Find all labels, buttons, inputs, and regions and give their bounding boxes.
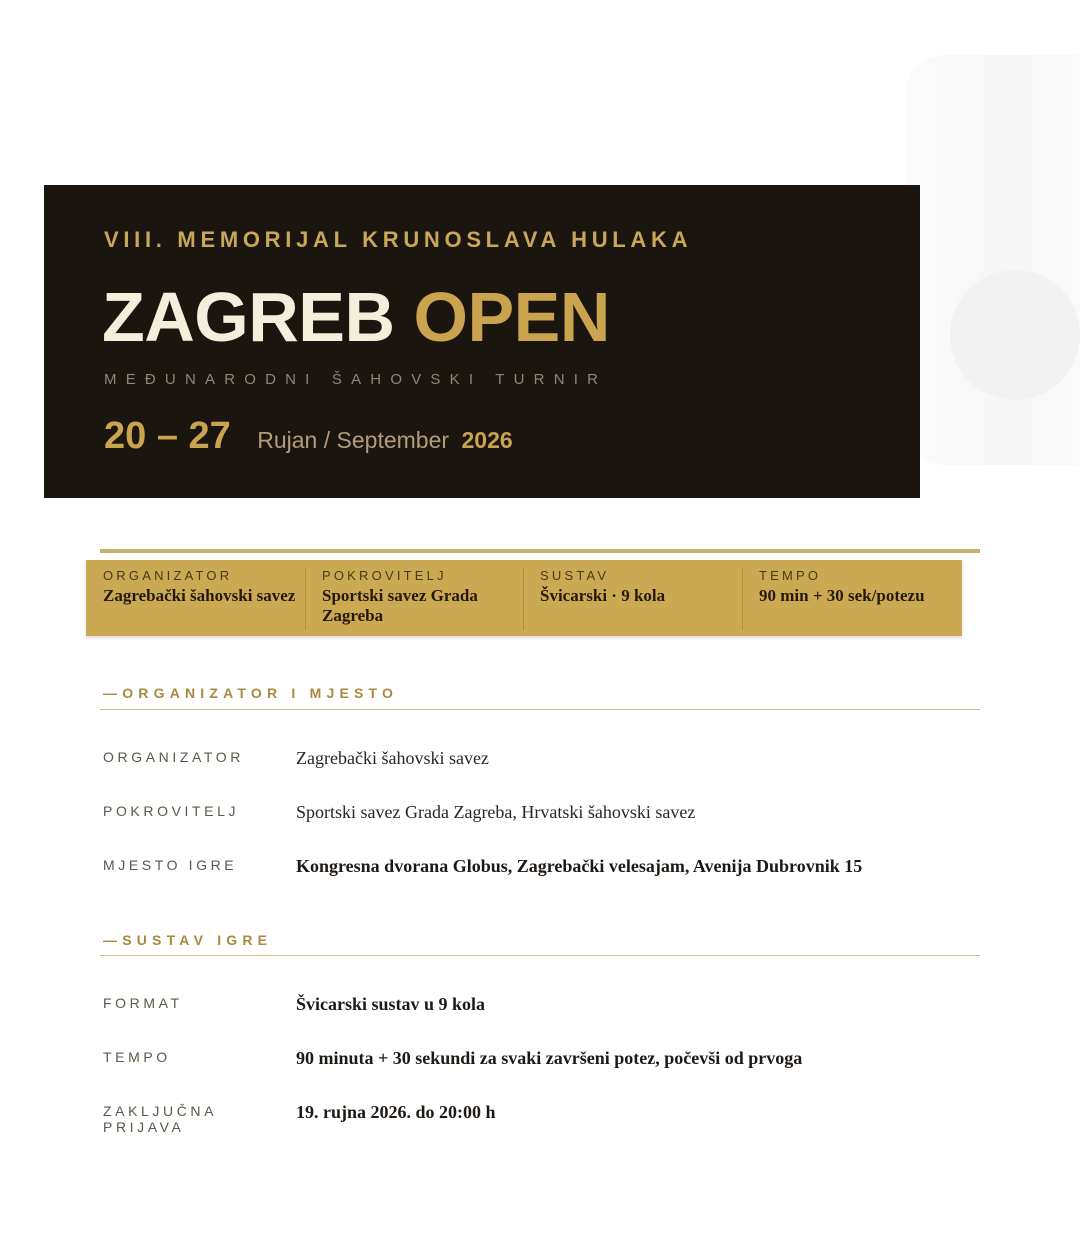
info-value: Zagrebački šahovski savez <box>103 586 296 605</box>
info-value: Švicarski · 9 kola <box>540 586 666 605</box>
row-label-line: PRIJAVA <box>103 1119 185 1135</box>
info-value: Sportski savez Grada Zagreba <box>322 586 478 625</box>
title-accent: OPEN <box>413 278 610 356</box>
date-range: 20 – 27 <box>104 415 231 457</box>
info-bar <box>86 560 962 636</box>
row-label: POKROVITELJ <box>103 803 240 819</box>
row-label: ORGANIZATOR <box>103 749 244 765</box>
info-divider <box>523 568 524 630</box>
row-label: MJESTO IGRE <box>103 857 238 873</box>
info-label: ORGANIZATOR <box>103 568 233 583</box>
info-label: POKROVITELJ <box>322 568 447 583</box>
info-organizer <box>103 568 303 606</box>
row-value: Švicarski sustav u 9 kola <box>296 994 486 1014</box>
row-label: TEMPO <box>103 1049 171 1065</box>
row-label <box>103 1103 217 1135</box>
info-divider <box>742 568 743 630</box>
row-value: Kongresna dvorana Globus, Zagrebački velesajam, Avenija Dubrovnik 15 <box>296 856 863 876</box>
date-month: Rujan / September <box>257 427 450 453</box>
info-divider <box>305 568 306 630</box>
row-label-line: ZAKLJUČNA <box>103 1103 218 1119</box>
info-tempo <box>759 568 959 606</box>
row-value: Zagrebački šahovski savez <box>296 748 489 768</box>
info-sponsor <box>322 568 522 626</box>
row-value: 19. rujna 2026. do 20:00 h <box>296 1102 496 1122</box>
event-kicker: VIII. MEMORIJAL KRUNOSLAVA HULAKA <box>104 227 693 252</box>
info-value: 90 min + 30 sek/potezu <box>759 586 925 605</box>
date-year: 2026 <box>461 427 513 453</box>
event-dates <box>104 415 513 458</box>
info-system <box>540 568 740 606</box>
row-label: FORMAT <box>103 995 183 1011</box>
gold-divider <box>100 549 980 553</box>
event-subtitle: MEĐUNARODNI ŠAHOVSKI TURNIR <box>104 371 608 388</box>
hero-banner <box>44 185 920 498</box>
faded-logo-watermark <box>905 55 1080 465</box>
row-value: Sportski savez Grada Zagreba, Hrvatski šahovski savez <box>296 802 696 822</box>
section-heading-organizer: —ORGANIZATOR I MJESTO <box>103 685 399 701</box>
info-label: TEMPO <box>759 568 822 583</box>
event-title <box>102 277 610 357</box>
section-rule <box>100 709 980 710</box>
section-rule <box>100 955 980 956</box>
row-value: 90 minuta + 30 sekundi za svaki završeni potez, počevši od prvoga <box>296 1048 803 1068</box>
info-label: SUSTAV <box>540 568 610 583</box>
title-primary: ZAGREB <box>102 278 395 356</box>
section-heading-system: —SUSTAV IGRE <box>103 932 273 948</box>
